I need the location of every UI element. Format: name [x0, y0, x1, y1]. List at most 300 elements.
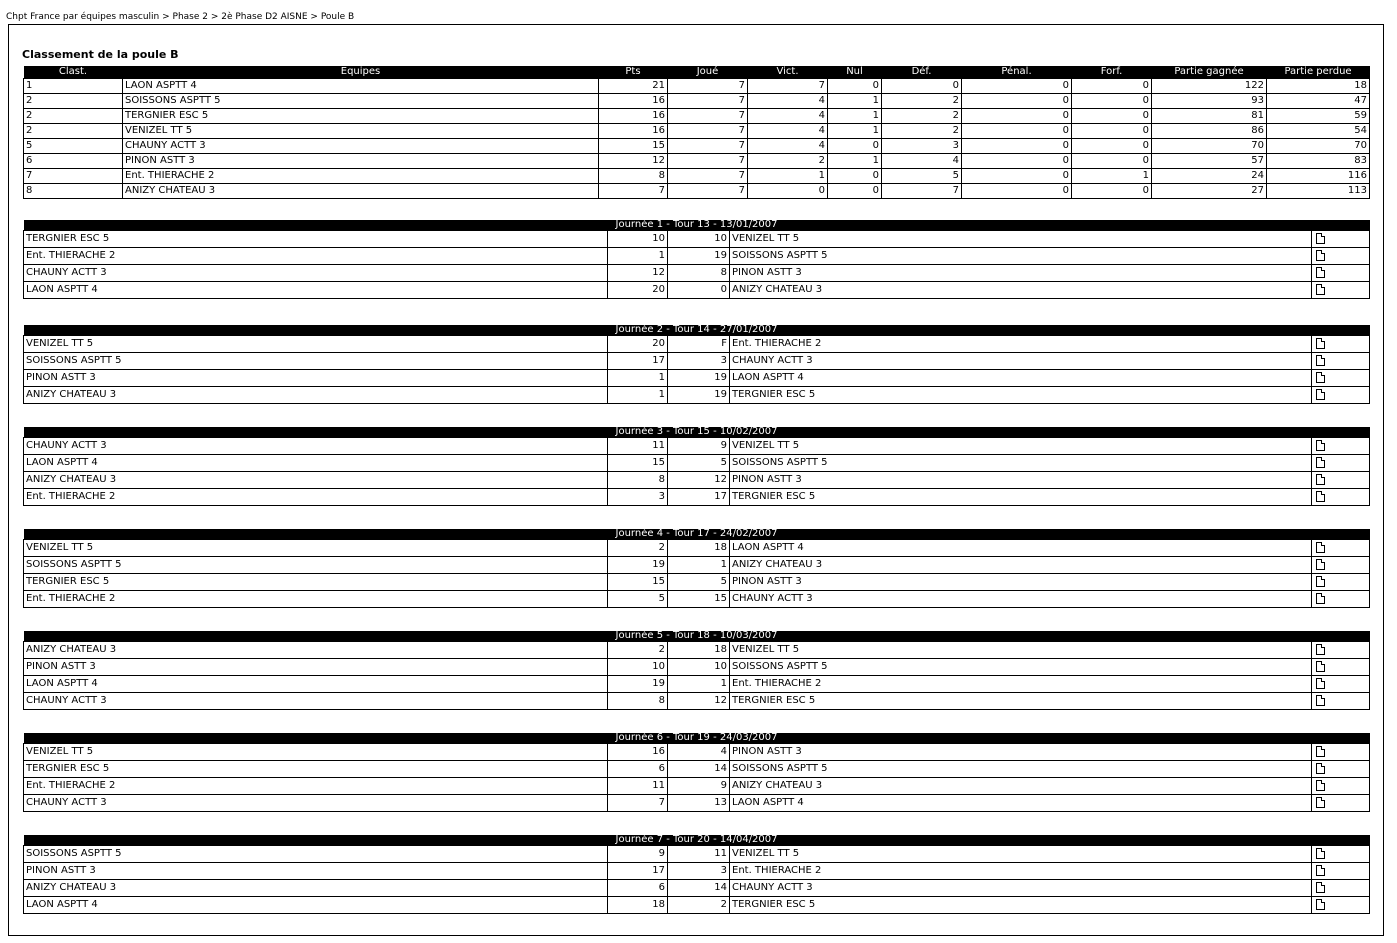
- header-def[interactable]: Déf.: [882, 66, 962, 79]
- stat-cell: 0: [1072, 139, 1152, 154]
- away-team-link[interactable]: PINON ASTT 3: [730, 265, 1312, 282]
- header-partie-gagnee[interactable]: Partie gagnée: [1152, 66, 1267, 79]
- round-title: Journée 6 - Tour 19 - 24/03/2007: [24, 733, 1370, 744]
- stat-cell: 0: [962, 94, 1072, 109]
- home-score: 2: [608, 540, 668, 557]
- stat-cell: 81: [1152, 109, 1267, 124]
- stat-cell: 0: [882, 79, 962, 94]
- stat-cell: 0: [962, 184, 1072, 199]
- team-name-link[interactable]: Ent. THIERACHE 2: [123, 169, 599, 184]
- away-team-link[interactable]: CHAUNY ACTT 3: [730, 880, 1312, 897]
- stat-cell: 16: [599, 124, 668, 139]
- away-team-link[interactable]: VENIZEL TT 5: [730, 438, 1312, 455]
- home-team-link[interactable]: Ent. THIERACHE 2: [24, 248, 608, 265]
- stat-cell: 116: [1267, 169, 1370, 184]
- stat-cell: 0: [1072, 94, 1152, 109]
- home-team-link[interactable]: ANIZY CHATEAU 3: [24, 880, 608, 897]
- home-team-link[interactable]: SOISSONS ASPTT 5: [24, 353, 608, 370]
- home-score: 1: [608, 248, 668, 265]
- document-icon[interactable]: [1316, 695, 1325, 706]
- stat-cell: 16: [599, 109, 668, 124]
- stat-cell: 0: [962, 124, 1072, 139]
- standings-table: [23, 66, 1370, 199]
- document-icon[interactable]: [1316, 882, 1325, 893]
- stat-cell: 4: [748, 109, 828, 124]
- away-score: 10: [668, 231, 730, 248]
- document-icon[interactable]: [1316, 233, 1325, 244]
- match-sheet-cell: [1312, 472, 1370, 489]
- stat-cell: 1: [748, 169, 828, 184]
- home-score: 18: [608, 897, 668, 914]
- away-team-link[interactable]: TERGNIER ESC 5: [730, 489, 1312, 506]
- header-vict[interactable]: Vict.: [748, 66, 828, 79]
- round-table: [23, 835, 1370, 914]
- match-sheet-cell: [1312, 231, 1370, 248]
- document-icon[interactable]: [1316, 355, 1325, 366]
- home-team-link[interactable]: CHAUNY ACTT 3: [24, 438, 608, 455]
- stat-cell: 7: [668, 139, 748, 154]
- team-name-link[interactable]: TERGNIER ESC 5: [123, 109, 599, 124]
- team-name-link[interactable]: SOISSONS ASPTT 5: [123, 94, 599, 109]
- stat-cell: 7: [668, 154, 748, 169]
- match-row: [24, 336, 1370, 353]
- stat-cell: 0: [962, 79, 1072, 94]
- away-team-link[interactable]: PINON ASTT 3: [730, 574, 1312, 591]
- home-team-link[interactable]: TERGNIER ESC 5: [24, 761, 608, 778]
- away-score: 15: [668, 591, 730, 608]
- match-sheet-cell: [1312, 880, 1370, 897]
- match-row: [24, 761, 1370, 778]
- away-score: 10: [668, 659, 730, 676]
- header-clast[interactable]: Clast.: [24, 66, 123, 79]
- document-icon[interactable]: [1316, 338, 1325, 349]
- document-icon[interactable]: [1316, 780, 1325, 791]
- match-row: [24, 387, 1370, 404]
- header-pts[interactable]: Pts: [599, 66, 668, 79]
- match-sheet-cell: [1312, 265, 1370, 282]
- home-score: 19: [608, 557, 668, 574]
- home-team-link[interactable]: ANIZY CHATEAU 3: [24, 642, 608, 659]
- standings-row: [24, 184, 1370, 199]
- home-score: 20: [608, 282, 668, 299]
- round-header-row: [24, 220, 1370, 231]
- match-sheet-cell: [1312, 778, 1370, 795]
- match-row: [24, 659, 1370, 676]
- document-icon[interactable]: [1316, 559, 1325, 570]
- header-penal[interactable]: Pénal.: [962, 66, 1072, 79]
- standings-header-row: [24, 66, 1370, 79]
- page-title: Classement de la poule B: [22, 48, 179, 61]
- home-team-link[interactable]: PINON ASTT 3: [24, 863, 608, 880]
- away-score: 19: [668, 387, 730, 404]
- match-row: [24, 248, 1370, 265]
- stat-cell: 0: [962, 139, 1072, 154]
- rank-cell: 2: [24, 109, 123, 124]
- away-team-link[interactable]: VENIZEL TT 5: [730, 231, 1312, 248]
- match-row: [24, 540, 1370, 557]
- home-team-link[interactable]: TERGNIER ESC 5: [24, 231, 608, 248]
- away-score: 0: [668, 282, 730, 299]
- match-row: [24, 863, 1370, 880]
- match-row: [24, 231, 1370, 248]
- match-row: [24, 574, 1370, 591]
- stat-cell: 1: [828, 94, 882, 109]
- match-row: [24, 693, 1370, 710]
- team-name-link[interactable]: ANIZY CHATEAU 3: [123, 184, 599, 199]
- away-score: 1: [668, 676, 730, 693]
- stat-cell: 8: [599, 169, 668, 184]
- stat-cell: 0: [828, 184, 882, 199]
- away-score: 13: [668, 795, 730, 812]
- round-title: Journée 3 - Tour 15 - 10/02/2007: [24, 427, 1370, 438]
- away-team-link[interactable]: TERGNIER ESC 5: [730, 897, 1312, 914]
- standings-row: [24, 169, 1370, 184]
- round-header-row: [24, 529, 1370, 540]
- round-title: Journée 1 - Tour 13 - 13/01/2007: [24, 220, 1370, 231]
- stat-cell: 83: [1267, 154, 1370, 169]
- home-team-link[interactable]: VENIZEL TT 5: [24, 540, 608, 557]
- standings-row: [24, 154, 1370, 169]
- home-score: 20: [608, 336, 668, 353]
- stat-cell: 0: [828, 79, 882, 94]
- home-team-link[interactable]: SOISSONS ASPTT 5: [24, 557, 608, 574]
- match-sheet-cell: [1312, 897, 1370, 914]
- home-score: 11: [608, 438, 668, 455]
- away-score: 1: [668, 557, 730, 574]
- away-team-link[interactable]: PINON ASTT 3: [730, 744, 1312, 761]
- match-sheet-cell: [1312, 574, 1370, 591]
- home-team-link[interactable]: Ent. THIERACHE 2: [24, 778, 608, 795]
- away-score: F: [668, 336, 730, 353]
- home-score: 19: [608, 676, 668, 693]
- match-sheet-cell: [1312, 489, 1370, 506]
- away-team-link[interactable]: ANIZY CHATEAU 3: [730, 778, 1312, 795]
- home-team-link[interactable]: TERGNIER ESC 5: [24, 574, 608, 591]
- away-team-link[interactable]: SOISSONS ASPTT 5: [730, 659, 1312, 676]
- round-header-row: [24, 733, 1370, 744]
- home-score: 8: [608, 472, 668, 489]
- stat-cell: 0: [962, 109, 1072, 124]
- home-team-link[interactable]: CHAUNY ACTT 3: [24, 795, 608, 812]
- home-score: 15: [608, 574, 668, 591]
- away-score: 18: [668, 540, 730, 557]
- match-row: [24, 557, 1370, 574]
- away-team-link[interactable]: LAON ASPTT 4: [730, 795, 1312, 812]
- home-score: 10: [608, 231, 668, 248]
- home-score: 3: [608, 489, 668, 506]
- match-sheet-cell: [1312, 540, 1370, 557]
- match-sheet-cell: [1312, 863, 1370, 880]
- document-icon[interactable]: [1316, 267, 1325, 278]
- round-title: Journée 5 - Tour 18 - 10/03/2007: [24, 631, 1370, 642]
- home-team-link[interactable]: ANIZY CHATEAU 3: [24, 387, 608, 404]
- rank-cell: 5: [24, 139, 123, 154]
- document-icon[interactable]: [1316, 576, 1325, 587]
- away-score: 19: [668, 248, 730, 265]
- home-score: 2: [608, 642, 668, 659]
- home-team-link[interactable]: PINON ASTT 3: [24, 659, 608, 676]
- match-row: [24, 591, 1370, 608]
- round-header-row: [24, 325, 1370, 336]
- match-row: [24, 880, 1370, 897]
- stat-cell: 7: [599, 184, 668, 199]
- stat-cell: 27: [1152, 184, 1267, 199]
- home-score: 9: [608, 846, 668, 863]
- rank-cell: 2: [24, 94, 123, 109]
- stat-cell: 7: [668, 184, 748, 199]
- header-joue[interactable]: Joué: [668, 66, 748, 79]
- team-name-link[interactable]: CHAUNY ACTT 3: [123, 139, 599, 154]
- document-icon[interactable]: [1316, 250, 1325, 261]
- breadcrumb[interactable]: Chpt France par équipes masculin > Phase 2 > 2è Phase D2 AISNE > Poule B: [6, 12, 355, 22]
- match-sheet-cell: [1312, 659, 1370, 676]
- match-sheet-cell: [1312, 693, 1370, 710]
- document-icon[interactable]: [1316, 372, 1325, 383]
- match-sheet-cell: [1312, 455, 1370, 472]
- stat-cell: 0: [1072, 79, 1152, 94]
- match-sheet-cell: [1312, 642, 1370, 659]
- document-icon[interactable]: [1316, 899, 1325, 910]
- stat-cell: 7: [668, 94, 748, 109]
- home-score: 5: [608, 591, 668, 608]
- home-team-link[interactable]: SOISSONS ASPTT 5: [24, 846, 608, 863]
- home-score: 10: [608, 659, 668, 676]
- home-team-link[interactable]: VENIZEL TT 5: [24, 744, 608, 761]
- away-team-link[interactable]: ANIZY CHATEAU 3: [730, 282, 1312, 299]
- home-team-link[interactable]: PINON ASTT 3: [24, 370, 608, 387]
- home-team-link[interactable]: VENIZEL TT 5: [24, 336, 608, 353]
- away-score: 5: [668, 455, 730, 472]
- round-table: [23, 325, 1370, 404]
- stat-cell: 70: [1267, 139, 1370, 154]
- match-row: [24, 489, 1370, 506]
- home-score: 12: [608, 265, 668, 282]
- stat-cell: 4: [748, 124, 828, 139]
- home-team-link[interactable]: ANIZY CHATEAU 3: [24, 472, 608, 489]
- away-team-link[interactable]: SOISSONS ASPTT 5: [730, 761, 1312, 778]
- stat-cell: 15: [599, 139, 668, 154]
- stat-cell: 1: [1072, 169, 1152, 184]
- stat-cell: 70: [1152, 139, 1267, 154]
- away-score: 19: [668, 370, 730, 387]
- stat-cell: 59: [1267, 109, 1370, 124]
- rank-cell: 6: [24, 154, 123, 169]
- rank-cell: 1: [24, 79, 123, 94]
- stat-cell: 12: [599, 154, 668, 169]
- stat-cell: 24: [1152, 169, 1267, 184]
- away-team-link[interactable]: CHAUNY ACTT 3: [730, 353, 1312, 370]
- match-row: [24, 795, 1370, 812]
- document-icon[interactable]: [1316, 644, 1325, 655]
- home-team-link[interactable]: LAON ASPTT 4: [24, 282, 608, 299]
- match-sheet-cell: [1312, 370, 1370, 387]
- document-icon[interactable]: [1316, 542, 1325, 553]
- round-header-row: [24, 427, 1370, 438]
- match-sheet-cell: [1312, 591, 1370, 608]
- home-team-link[interactable]: CHAUNY ACTT 3: [24, 693, 608, 710]
- away-team-link[interactable]: LAON ASPTT 4: [730, 370, 1312, 387]
- away-team-link[interactable]: ANIZY CHATEAU 3: [730, 557, 1312, 574]
- document-icon[interactable]: [1316, 848, 1325, 859]
- away-score: 3: [668, 353, 730, 370]
- match-sheet-cell: [1312, 248, 1370, 265]
- stat-cell: 0: [828, 169, 882, 184]
- away-score: 12: [668, 472, 730, 489]
- away-team-link[interactable]: LAON ASPTT 4: [730, 540, 1312, 557]
- header-partie-perdue[interactable]: Partie perdue: [1267, 66, 1370, 79]
- document-icon[interactable]: [1316, 678, 1325, 689]
- round-header-row: [24, 835, 1370, 846]
- stat-cell: 93: [1152, 94, 1267, 109]
- home-score: 1: [608, 370, 668, 387]
- match-row: [24, 370, 1370, 387]
- standings-row: [24, 109, 1370, 124]
- match-sheet-cell: [1312, 387, 1370, 404]
- round-table: [23, 427, 1370, 506]
- away-team-link[interactable]: PINON ASTT 3: [730, 472, 1312, 489]
- home-team-link[interactable]: LAON ASPTT 4: [24, 897, 608, 914]
- stat-cell: 0: [1072, 124, 1152, 139]
- match-sheet-cell: [1312, 761, 1370, 778]
- stat-cell: 3: [882, 139, 962, 154]
- document-icon[interactable]: [1316, 661, 1325, 672]
- away-score: 8: [668, 265, 730, 282]
- document-icon[interactable]: [1316, 865, 1325, 876]
- home-score: 16: [608, 744, 668, 761]
- round-table: [23, 631, 1370, 710]
- header-forf[interactable]: Forf.: [1072, 66, 1152, 79]
- away-team-link[interactable]: Ent. THIERACHE 2: [730, 676, 1312, 693]
- stat-cell: 7: [668, 169, 748, 184]
- stat-cell: 1: [828, 109, 882, 124]
- home-team-link[interactable]: LAON ASPTT 4: [24, 455, 608, 472]
- match-sheet-cell: [1312, 557, 1370, 574]
- standings-row: [24, 139, 1370, 154]
- document-icon[interactable]: [1316, 746, 1325, 757]
- document-icon[interactable]: [1316, 284, 1325, 295]
- stat-cell: 54: [1267, 124, 1370, 139]
- document-icon[interactable]: [1316, 457, 1325, 468]
- stat-cell: 7: [668, 79, 748, 94]
- document-icon[interactable]: [1316, 593, 1325, 604]
- match-sheet-cell: [1312, 353, 1370, 370]
- home-score: 6: [608, 880, 668, 897]
- stat-cell: 1: [828, 154, 882, 169]
- away-score: 9: [668, 438, 730, 455]
- stat-cell: 16: [599, 94, 668, 109]
- document-icon[interactable]: [1316, 440, 1325, 451]
- away-team-link[interactable]: TERGNIER ESC 5: [730, 387, 1312, 404]
- home-score: 7: [608, 795, 668, 812]
- match-row: [24, 282, 1370, 299]
- match-row: [24, 676, 1370, 693]
- match-sheet-cell: [1312, 336, 1370, 353]
- stat-cell: 7: [748, 79, 828, 94]
- home-team-link[interactable]: Ent. THIERACHE 2: [24, 489, 608, 506]
- document-icon[interactable]: [1316, 389, 1325, 400]
- away-team-link[interactable]: CHAUNY ACTT 3: [730, 591, 1312, 608]
- document-icon[interactable]: [1316, 491, 1325, 502]
- standings-row: [24, 94, 1370, 109]
- stat-cell: 1: [828, 124, 882, 139]
- stat-cell: 0: [748, 184, 828, 199]
- away-team-link[interactable]: TERGNIER ESC 5: [730, 693, 1312, 710]
- home-score: 6: [608, 761, 668, 778]
- stat-cell: 2: [882, 124, 962, 139]
- away-team-link[interactable]: Ent. THIERACHE 2: [730, 863, 1312, 880]
- stat-cell: 4: [748, 94, 828, 109]
- match-row: [24, 438, 1370, 455]
- header-equipes[interactable]: Equipes: [123, 66, 599, 79]
- away-team-link[interactable]: SOISSONS ASPTT 5: [730, 455, 1312, 472]
- header-nul[interactable]: Nul: [828, 66, 882, 79]
- away-score: 3: [668, 863, 730, 880]
- stat-cell: 113: [1267, 184, 1370, 199]
- match-row: [24, 846, 1370, 863]
- round-table: [23, 733, 1370, 812]
- home-team-link[interactable]: CHAUNY ACTT 3: [24, 265, 608, 282]
- match-row: [24, 778, 1370, 795]
- rank-cell: 7: [24, 169, 123, 184]
- away-team-link[interactable]: VENIZEL TT 5: [730, 846, 1312, 863]
- away-score: 14: [668, 880, 730, 897]
- round-table: [23, 529, 1370, 608]
- home-score: 11: [608, 778, 668, 795]
- away-score: 14: [668, 761, 730, 778]
- match-row: [24, 472, 1370, 489]
- away-score: 11: [668, 846, 730, 863]
- document-icon[interactable]: [1316, 474, 1325, 485]
- team-name-link[interactable]: LAON ASPTT 4: [123, 79, 599, 94]
- match-row: [24, 744, 1370, 761]
- match-sheet-cell: [1312, 744, 1370, 761]
- stat-cell: 0: [1072, 154, 1152, 169]
- team-name-link[interactable]: PINON ASTT 3: [123, 154, 599, 169]
- stat-cell: 7: [668, 109, 748, 124]
- stat-cell: 7: [668, 124, 748, 139]
- stat-cell: 2: [882, 109, 962, 124]
- home-score: 17: [608, 353, 668, 370]
- standings-row: [24, 79, 1370, 94]
- stat-cell: 7: [882, 184, 962, 199]
- rank-cell: 8: [24, 184, 123, 199]
- document-icon[interactable]: [1316, 797, 1325, 808]
- stat-cell: 5: [882, 169, 962, 184]
- away-score: 9: [668, 778, 730, 795]
- home-team-link[interactable]: Ent. THIERACHE 2: [24, 591, 608, 608]
- home-score: 8: [608, 693, 668, 710]
- home-score: 17: [608, 863, 668, 880]
- away-team-link[interactable]: Ent. THIERACHE 2: [730, 336, 1312, 353]
- stat-cell: 2: [882, 94, 962, 109]
- match-row: [24, 897, 1370, 914]
- match-sheet-cell: [1312, 282, 1370, 299]
- away-score: 5: [668, 574, 730, 591]
- document-icon[interactable]: [1316, 763, 1325, 774]
- away-team-link[interactable]: SOISSONS ASPTT 5: [730, 248, 1312, 265]
- team-name-link[interactable]: VENIZEL TT 5: [123, 124, 599, 139]
- match-row: [24, 455, 1370, 472]
- stat-cell: 2: [748, 154, 828, 169]
- home-team-link[interactable]: LAON ASPTT 4: [24, 676, 608, 693]
- rank-cell: 2: [24, 124, 123, 139]
- round-table: [23, 220, 1370, 299]
- stat-cell: 47: [1267, 94, 1370, 109]
- away-team-link[interactable]: VENIZEL TT 5: [730, 642, 1312, 659]
- stat-cell: 86: [1152, 124, 1267, 139]
- match-sheet-cell: [1312, 438, 1370, 455]
- away-score: 12: [668, 693, 730, 710]
